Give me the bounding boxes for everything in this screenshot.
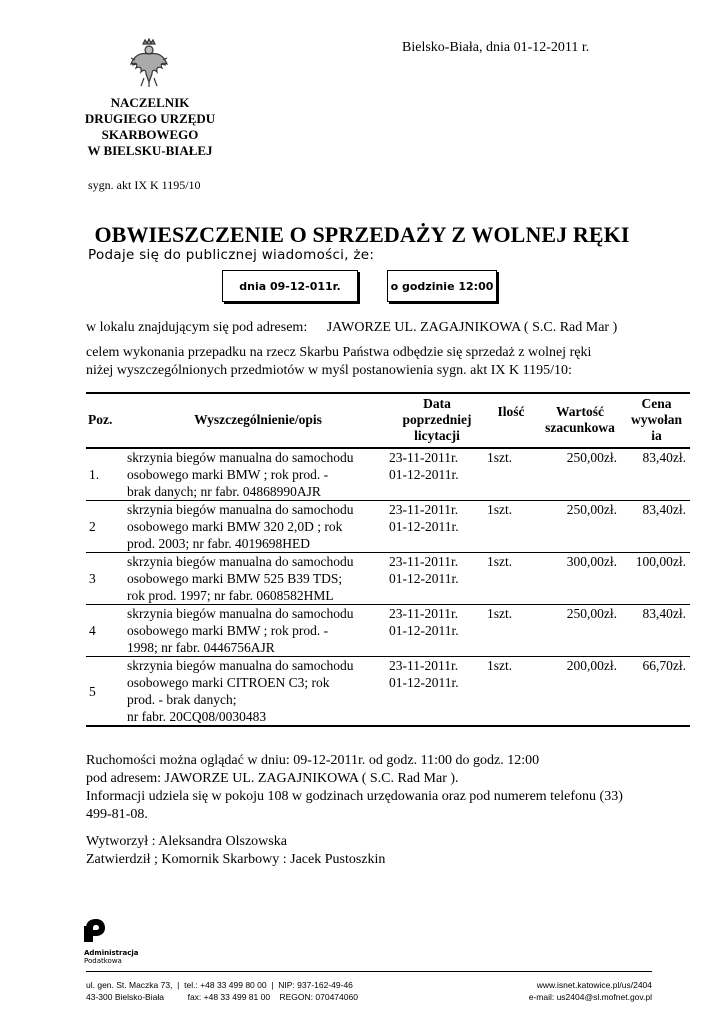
location-line bbox=[86, 319, 617, 337]
header-quantity: Ilość bbox=[497, 404, 525, 419]
table-row bbox=[86, 657, 690, 727]
desc-line: osobowego marki BMW ; rok prod. - bbox=[127, 467, 329, 482]
cell-price: 83,40zł. bbox=[642, 450, 686, 465]
items-table bbox=[86, 392, 690, 727]
cell-quantity: 1szt. bbox=[487, 554, 513, 569]
footer-website-link[interactable]: www.isnet.katowice.pl/us/2404 bbox=[536, 980, 652, 990]
cell-quantity: 1szt. bbox=[487, 658, 513, 673]
cell-dates bbox=[389, 448, 485, 501]
cell-price: 83,40zł. bbox=[642, 502, 686, 517]
cell-description bbox=[127, 553, 389, 605]
cell-dates bbox=[389, 657, 485, 727]
logo-line: Administracja bbox=[84, 949, 139, 957]
cell-description bbox=[127, 605, 389, 657]
tax-logo-icon bbox=[84, 918, 106, 944]
eagle-emblem-icon bbox=[128, 38, 170, 88]
desc-line: prod. 2003; nr fabr. 4019698HED bbox=[127, 536, 310, 551]
table-row bbox=[86, 448, 690, 501]
cell-value: 300,00zł. bbox=[566, 554, 617, 569]
desc-line: 1998; nr fabr. 0446756AJR bbox=[127, 640, 275, 655]
footer-divider bbox=[86, 971, 652, 972]
logo-line: Podatkowa bbox=[84, 957, 122, 965]
authority-line: DRUGIEGO URZĘDU bbox=[84, 111, 216, 126]
viewing-line: Ruchomości można oglądać w dniu: 09-12-2011r. od godz. 11:00 do godz. 12:00 bbox=[86, 753, 540, 768]
date-line: 23-11-2011r. bbox=[389, 606, 459, 621]
date-line: 01-12-2011r. bbox=[389, 675, 459, 690]
sale-time: o godzinie 12:00 bbox=[390, 279, 494, 293]
cell-quantity: 1szt. bbox=[487, 502, 513, 517]
header-price-line: ia bbox=[651, 428, 662, 443]
cell-value: 250,00zł. bbox=[566, 502, 617, 517]
desc-line: osobowego marki BMW ; rok prod. - bbox=[127, 623, 329, 638]
desc-line: rok prod. 1997; nr fabr. 0608582HML bbox=[127, 588, 334, 603]
desc-line: osobowego marki CITROEN C3; rok bbox=[127, 675, 330, 690]
cell-price: 100,00zł. bbox=[635, 554, 686, 569]
header-price-line: Cena bbox=[641, 396, 672, 411]
purpose-text bbox=[86, 344, 591, 380]
header-value bbox=[537, 393, 623, 448]
date-line: 23-11-2011r. bbox=[389, 502, 459, 517]
date-line: 01-12-2011r. bbox=[389, 467, 459, 482]
desc-line: prod. - brak danych; bbox=[127, 692, 237, 707]
cell-dates bbox=[389, 605, 485, 657]
viewing-line: Informacji udziela się w pokoju 108 w godzinach urzędowania oraz pod numerem telefonu (33) bbox=[86, 789, 623, 804]
header-date-line: licytacji bbox=[414, 428, 460, 443]
cell-value: 200,00zł. bbox=[566, 658, 617, 673]
table-header-row bbox=[86, 393, 690, 448]
sale-time-box bbox=[387, 270, 497, 302]
page-title: OBWIESZCZENIE O SPRZEDAŻY Z WOLNEJ RĘKI bbox=[94, 222, 630, 247]
header-date-line: poprzedniej bbox=[402, 412, 472, 427]
desc-line: skrzynia biegów manualna do samochodu bbox=[127, 658, 354, 673]
desc-line: skrzynia biegów manualna do samochodu bbox=[127, 554, 354, 569]
header-price bbox=[623, 393, 690, 448]
credit-line: Wytworzył : Aleksandra Olszowska bbox=[86, 834, 287, 849]
cell-description bbox=[127, 448, 389, 501]
footer-email-link[interactable]: e-mail: us2404@sl.mofnet.gov.pl bbox=[528, 992, 652, 1002]
table-row bbox=[86, 553, 690, 605]
desc-line: skrzynia biegów manualna do samochodu bbox=[127, 606, 354, 621]
cell-poz: 3 bbox=[89, 571, 96, 586]
footer-contact bbox=[529, 979, 652, 1003]
footer-line: 43-300 Bielsko-Biała fax: +48 33 499 81 00 REGON: 070474060 bbox=[86, 992, 358, 1002]
cell-poz: 5 bbox=[89, 683, 96, 699]
desc-line: brak danych; nr fabr. 04868990AJR bbox=[127, 484, 321, 499]
date-line: 23-11-2011r. bbox=[389, 554, 459, 569]
header-value-line: Wartość bbox=[556, 404, 604, 419]
date-line: 01-12-2011r. bbox=[389, 623, 459, 638]
cell-value: 250,00zł. bbox=[566, 450, 617, 465]
header-description: Wyszczególnienie/opis bbox=[194, 412, 322, 427]
viewing-line: 499-81-08. bbox=[86, 807, 148, 822]
cell-poz: 4 bbox=[89, 623, 96, 638]
sale-date: dnia 09-12-011r. bbox=[239, 279, 341, 293]
date-line: 23-11-2011r. bbox=[389, 450, 459, 465]
cell-description bbox=[127, 657, 389, 727]
header-price-line: wywołan bbox=[630, 412, 682, 427]
desc-line: skrzynia biegów manualna do samochodu bbox=[127, 502, 354, 517]
footer-line: ul. gen. St. Maczka 73, | tel.: +48 33 499 80 00 | NIP: 937-162-49-46 bbox=[86, 980, 353, 990]
cell-price: 83,40zł. bbox=[642, 606, 686, 621]
cell-value: 250,00zł. bbox=[566, 606, 617, 621]
authority-name bbox=[60, 95, 240, 159]
table-row bbox=[86, 501, 690, 553]
desc-line: skrzynia biegów manualna do samochodu bbox=[127, 450, 354, 465]
header-date-line: Data bbox=[423, 396, 451, 411]
authority-line: SKARBOWEGO bbox=[101, 127, 199, 142]
cell-poz: 1. bbox=[89, 467, 100, 482]
date-line: 23-11-2011r. bbox=[389, 658, 459, 673]
cell-quantity: 1szt. bbox=[487, 606, 513, 621]
credits bbox=[86, 833, 385, 869]
case-reference: sygn. akt IX K 1195/10 bbox=[88, 178, 201, 192]
desc-line: osobowego marki BMW 320 2,0D ; rok bbox=[127, 519, 343, 534]
location-address: JAWORZE UL. ZAGAJNIKOWA ( S.C. Rad Mar ) bbox=[326, 320, 618, 335]
header-poz: Poz. bbox=[88, 412, 113, 427]
viewing-info bbox=[86, 752, 686, 824]
header-date bbox=[389, 393, 485, 448]
cell-quantity: 1szt. bbox=[487, 450, 513, 465]
date-line: 01-12-2011r. bbox=[389, 571, 459, 586]
sale-date-box bbox=[222, 270, 358, 302]
cell-poz: 2 bbox=[89, 519, 96, 534]
desc-line: nr fabr. 20CQ08/0030483 bbox=[127, 709, 267, 724]
place-date: Bielsko-Biała, dnia 01-12-2011 r. bbox=[402, 40, 590, 55]
date-line: 01-12-2011r. bbox=[389, 519, 459, 534]
viewing-line: pod adresem: JAWORZE UL. ZAGAJNIKOWA ( S.C. Rad Mar ). bbox=[86, 771, 459, 786]
purpose-line: celem wykonania przepadku na rzecz Skarbu Państwa odbędzie się sprzedaż z wolnej ręki bbox=[86, 345, 592, 360]
cell-price: 66,70zł. bbox=[642, 658, 686, 673]
purpose-line: niżej wyszczególnionych przedmiotów w myśl postanowienia sygn. akt IX K 1195/10: bbox=[86, 363, 572, 378]
lead-text: Podaje się do publicznej wiadomości, że: bbox=[88, 247, 375, 263]
footer-address bbox=[86, 979, 358, 1003]
header-value-line: szacunkowa bbox=[545, 420, 615, 435]
cell-dates bbox=[389, 553, 485, 605]
table-row bbox=[86, 605, 690, 657]
location-label: w lokalu znajdującym się pod adresem: bbox=[86, 320, 308, 335]
cell-description bbox=[127, 501, 389, 553]
desc-line: osobowego marki BMW 525 B39 TDS; bbox=[127, 571, 343, 586]
administracja-podatkowa-logo bbox=[84, 918, 144, 966]
authority-line: NACZELNIK bbox=[110, 95, 190, 110]
authority-line: W BIELSKU-BIAŁEJ bbox=[87, 143, 213, 158]
credit-line: Zatwierdził ; Komornik Skarbowy : Jacek Pustoszkin bbox=[86, 852, 386, 867]
cell-dates bbox=[389, 501, 485, 553]
